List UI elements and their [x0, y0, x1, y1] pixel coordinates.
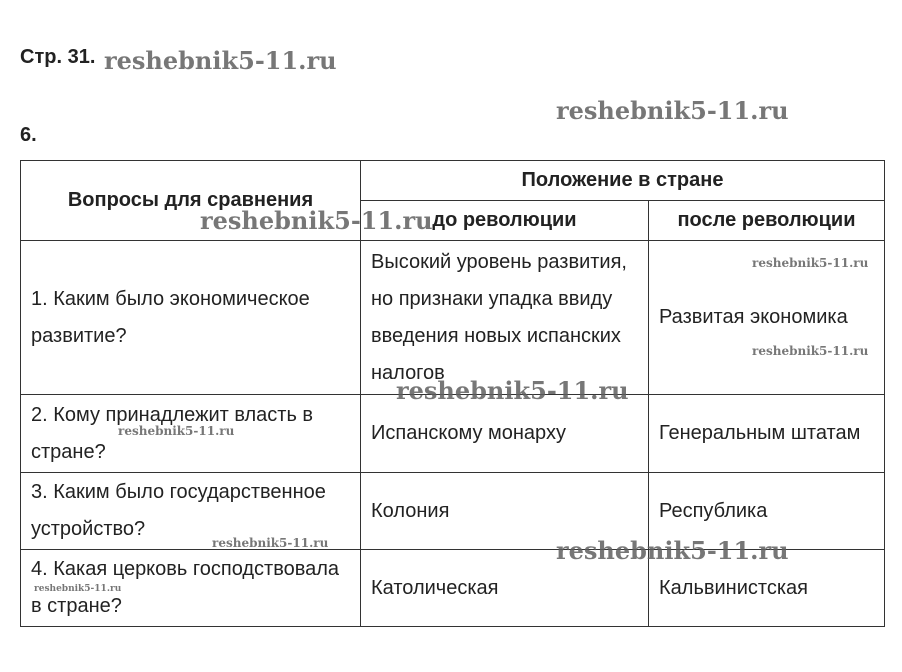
watermark: reshebnik5-11.ru: [200, 206, 433, 235]
watermark: reshebnik5-11.ru: [556, 96, 789, 125]
header-questions: Вопросы для сравнения: [21, 161, 361, 241]
table-row: [21, 241, 885, 395]
question-cell: 1. Каким было экономическое развитие?: [21, 241, 361, 395]
question-cell: 3. Каким было государственное устройство?: [21, 473, 361, 550]
comparison-table: [20, 160, 885, 627]
before-cell: Католическая: [361, 550, 649, 627]
after-cell: Генеральным штатам: [649, 395, 885, 473]
after-cell: Республика: [649, 473, 885, 550]
page-label: Стр. 31.: [20, 46, 96, 68]
watermark: reshebnik5-11.ru: [34, 584, 122, 594]
table-row: [21, 550, 885, 627]
question-cell: 4. Какая церковь господствовала в стране?: [21, 550, 361, 627]
watermark: reshebnik5-11.ru: [118, 424, 235, 438]
before-cell: Высокий уровень развития, но признаки упадка ввиду введения новых испанских налогов: [361, 241, 649, 395]
header-situation: Положение в стране: [361, 161, 885, 201]
watermark: reshebnik5-11.ru: [104, 46, 337, 75]
table-row: [21, 473, 885, 550]
watermark: reshebnik5-11.ru: [396, 376, 629, 405]
task-number: 6.: [20, 124, 37, 146]
header-before: до революции: [361, 201, 649, 241]
table-row: [21, 395, 885, 473]
watermark: reshebnik5-11.ru: [556, 536, 789, 565]
question-cell: 2. Кому принадлежит власть в стране?: [21, 395, 361, 473]
after-cell: Развитая экономика: [649, 241, 885, 395]
after-cell: Кальвинистская: [649, 550, 885, 627]
watermark: reshebnik5-11.ru: [212, 536, 329, 550]
before-cell: Испанскому монарху: [361, 395, 649, 473]
header-after: после революции: [649, 201, 885, 241]
watermark: reshebnik5-11.ru: [752, 256, 869, 270]
before-cell: Колония: [361, 473, 649, 550]
watermark: reshebnik5-11.ru: [752, 344, 869, 358]
